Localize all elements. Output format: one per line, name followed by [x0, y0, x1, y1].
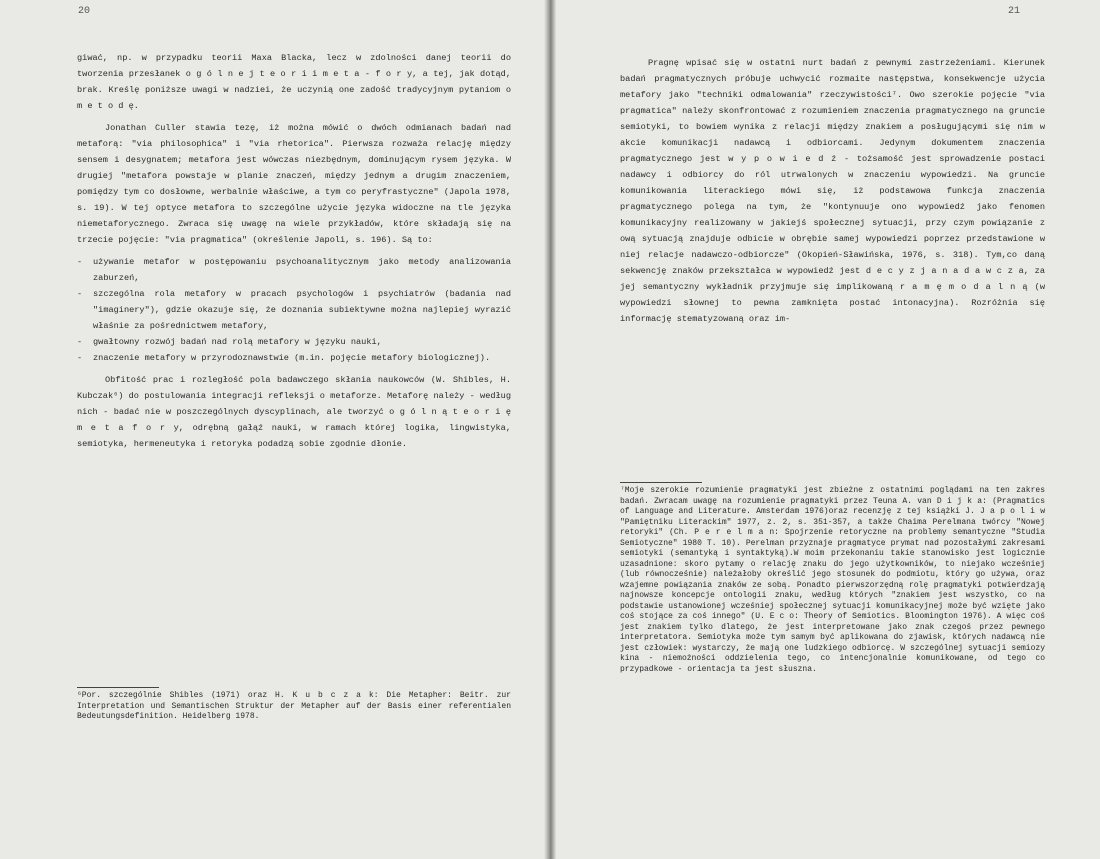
paragraph: giwać, np. w przypadku teorii Maxa Blacka, lecz w zdolności danej teorii do tworzenia przesłanek o g ó l n e j t e o r i i m e t a - f o r y, a tej, jak dotąd, brak. Kreślę poniższe uwagi w nadziei, że uczynią one zadość tradycyjnym pytaniom o m e t o d ę.: [77, 53, 511, 111]
bullet-list: [77, 254, 511, 366]
page-number: 20: [78, 6, 91, 17]
page-body-text: [620, 55, 1045, 333]
footnote-separator: [77, 687, 159, 688]
page-body-text: [77, 50, 511, 458]
paragraph: Pragnę wpisać się w ostatni nurt badań z pewnymi zastrzeżeniami. Kierunek badań pragmatycznych próbuje uchwycić rozmaite następstwa, konsekwencje użycia metafory jako "techniki odmalowania" rzeczywistości⁷. Owo szerokie pojęcie "via pragmatica" należy skonfrontować z rozumieniem znaczenia pragmatycznego na gruncie semiotyki, to bowiem wynika z relacji między znakiem a posługującymi się nim w akcie komunikacji nadawcą i odbiorcami. Jedynym dokumentem znaczenia pragmatycznego jest w y p o w i e d ź - tożsamość jest sprowadzenie postaci nadawcy i odbiorcy do ról utrwalonych w znaczeniu wypowiedzi. Na gruncie komunikowania literackiego mówi się, iż podstawowa funkcja znaczenia pragmatycznego polega na tym, że "kontynuuje ono wypowiedź jako fenomen komunikacyjny realizowany w jakiejś społecznej sytuacji, przy czym powiązanie z ową sytuacją znajduje odbicie w obrębie samej wypowiedzi poprzez przedstawione w niej relacje nadawczo-odbiorcze" (Okopień-Sławińska, 1976, s. 318). Tym,co daną sekwencję znaków przekształca w wypowiedź jest d e c y z j a n a d a w c z a, za jej semantyczny wykładnik przyjmuje się implikowaną r a m ę m o d a l n ą (w wypowiedzi słownej to pewna zamknięta postać intonacyjna). Rozróżnia się informację stematyzowaną oraz im-: [620, 58, 1045, 324]
footnote-text: ⁶Por. szczególnie Shibles (1971) oraz H. K u b c z a k: Die Metapher: Beitr. zur Interpretation und Semantischen Struktur der Metapher auf der Basis einer referentialen Bedeutungsdefinition. Heidelberg 1978.: [77, 691, 511, 721]
page-number: 21: [1008, 6, 1021, 17]
footnote-block: [77, 687, 511, 723]
book-gutter: [544, 0, 556, 859]
bullet-item: - gwałtowny rozwój badań nad rolą metafory w języku nauki,: [77, 334, 511, 350]
paragraph: Obfitość prac i rozległość pola badawczego skłania naukowców (W. Shibles, H. Kubczak⁶) do postulowania integracji refleksji o metaforze. Metaforę należy - według nich - badać nie w poszczególnych dyscyplinach, ale tworzyć o g ó l n ą t e o r i ę m e t a f o r y, odrębną gałąź nauki, w ramach której logika, lingwistyka, semiotyka, hermeneutyka i retoryka podadzą sobie zgodnie dłonie.: [77, 375, 511, 449]
bullet-item: - używanie metafor w postępowaniu psychoanalitycznym jako metody analizowania zaburzeń,: [77, 254, 511, 286]
paragraph: Jonathan Culler stawia tezę, iż można mówić o dwóch odmianach badań nad metaforą: "via philosophica" i "via rhetorica". Pierwsza rozważa relację między sensem i desygnatem; metafora jest wówczas niezbędnym, dominującym rysem języka. W drugiej "metafora powstaje w planie znaczeń, między jednym a drugim znaczeniem, pomiędzy tym co dosłowne, werbalnie właściwe, a tym co peryfrastyczne" (Japola 1978, s. 19). W tej optyce metafora to szczególne użycie języka widoczne na tle języka niemetaforycznego. Zwraca się uwagę na wiele przykładów, które składają się na trzecie pojęcie: "via pragmatica" (określenie Japoli, s. 196). Są to:: [77, 123, 511, 245]
right-page: [552, 0, 1100, 859]
footnote-separator: [620, 482, 702, 483]
bullet-item: - szczególna rola metafory w pracach psychologów i psychiatrów (badania nad "imaginery"), gdzie okazuje się, że doznania subiektywne można najlepiej wyrazić właśnie za pośrednictwem metafory,: [77, 286, 511, 334]
left-page: [0, 0, 548, 859]
footnote-text: ⁷Moje szerokie rozumienie pragmatyki jest zbieżne z ostatnimi poglądami na ten zakres badań. Zwracam uwagę na rozumienie pragmatyki przez Teuna A. van D i j k a: (Pragmatics of Language and Literature. Amsterdam 1976)oraz recenzję z tej książki J. J a p o l i w "Pamiętniku Literackim" 1977, z. 2, s. 351-357, a także Chaima Perelmana twórcy "Nowej retoryki" (Ch. P e r e l m a n: Spojrzenie retoryczne na problemy semantyczne "Studia Semiotyczne" 1980 T. 10). Perelman przyznaje pragmatyce prymat nad pozostałymi zakresami semiotyki (semantyką i syntaktyką).W moim przekonaniu takie stanowisko jest logicznie uzasadnione: skoro pytamy o relację znaku do jego użytkowników, to niejako wcześniej (lub równocześnie) należałoby określić jego stosunek do podmiotu, który go używa, oraz wzajemne powiązania znaków ze sobą. Ponadto pierwszorzędną rolę pragmatyki potwierdzają najnowsze koncepcje ontologii znaku, według których "znakiem jest wszystko, co na podstawie ustanowionej wcześniej społecznej sytuacji komunikacyjnej może być wzięte jako coś stojące za coś innego" (U. E c o: Theory of Semiotics. Bloomington 1976). A więc coś jest znakiem tylko dlatego, że jest interpretowane jako znak czegoś przez pewnego interpretatora. Semiotyka może tym samym być aplikowana do zjawisk, których nadawcą nie jest człowiek: wystarczy, że mają one ludzkiego odbiorcę. W szczególnej sytuacji semiozy kina - niemożności oddzielenia tego, co intencjonalnie komunikowane, od tego co przypadkowe - orientacja ta jest słuszna.: [620, 486, 1045, 674]
bullet-item: - znaczenie metafory w przyrodoznawstwie (m.in. pojęcie metafory biologicznej).: [77, 350, 511, 366]
footnote-block: [620, 482, 1045, 675]
